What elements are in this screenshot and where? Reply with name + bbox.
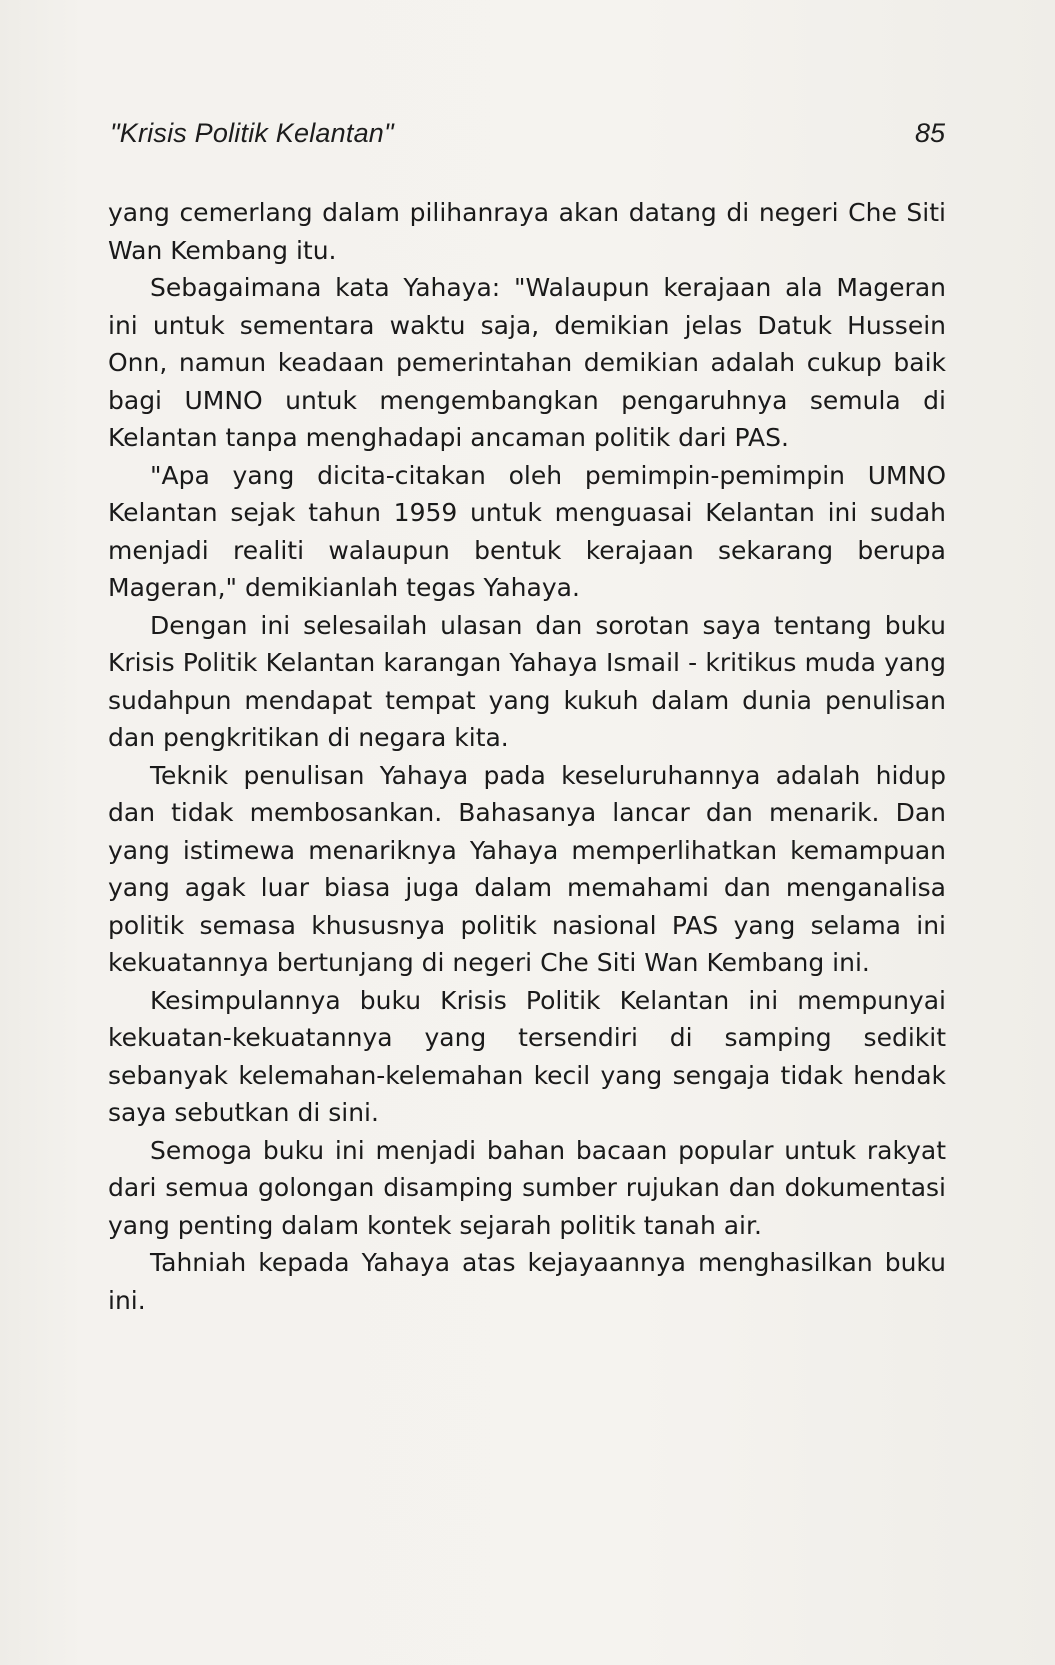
body-text	[108, 194, 946, 1319]
paragraph: Sebagaimana kata Yahaya: "Walaupun kerajaan ala Mageran ini untuk sementara waktu saja, demikian jelas Datuk Hussein Onn, namun keadaan pemerintahan demikian adalah cukup baik bagi UMNO untuk mengembangkan pengaruhnya semula di Kelantan tanpa menghadapi ancaman politik dari PAS.	[108, 273, 946, 452]
page-header	[110, 118, 945, 158]
paragraph: Teknik penulisan Yahaya pada keseluruhannya adalah hidup dan tidak membosankan. Bahasanya lancar dan menarik. Dan yang istimewa menariknya Yahaya memperlihatkan kemampuan yang agak luar biasa juga dalam memahami dan menganalisa politik semasa khususnya politik nasional PAS yang selama ini kekuatannya bertunjang di negeri Che Siti Wan Kembang ini.	[108, 760, 946, 977]
paragraph: Tahniah kepada Yahaya atas kejayaannya menghasilkan buku ini.	[108, 1248, 946, 1315]
running-title: "Krisis Politik Kelantan"	[110, 118, 394, 148]
paragraph: Semoga buku ini menjadi bahan bacaan popular untuk rakyat dari semua golongan disamping sumber rujukan dan dokumentasi yang penting dalam kontek sejarah politik tanah air.	[108, 1135, 946, 1240]
paragraph: "Apa yang dicita-citakan oleh pemimpin-pemimpin UMNO Kelantan sejak tahun 1959 untuk menguasai Kelantan ini sudah menjadi realiti walaupun bentuk kerajaan sekarang berupa Mageran," demikianlah tegas Yahaya.	[108, 460, 946, 602]
paragraph: Dengan ini selesailah ulasan dan sorotan saya tentang buku Krisis Politik Kelantan karangan Yahaya Ismail - kritikus muda yang sudahpun mendapat tempat yang kukuh dalam dunia penulisan dan pengkritikan di negara kita.	[108, 610, 946, 752]
paragraph: Kesimpulannya buku Krisis Politik Kelantan ini mempunyai kekuatan-kekuatannya yang tersendiri di samping sedikit sebanyak kelemahan-kelemahan kecil yang sengaja tidak hendak saya sebutkan di sini.	[108, 985, 946, 1127]
paragraph: yang cemerlang dalam pilihanraya akan datang di negeri Che Siti Wan Kembang itu.	[108, 198, 946, 265]
page-number: 85	[914, 118, 945, 148]
